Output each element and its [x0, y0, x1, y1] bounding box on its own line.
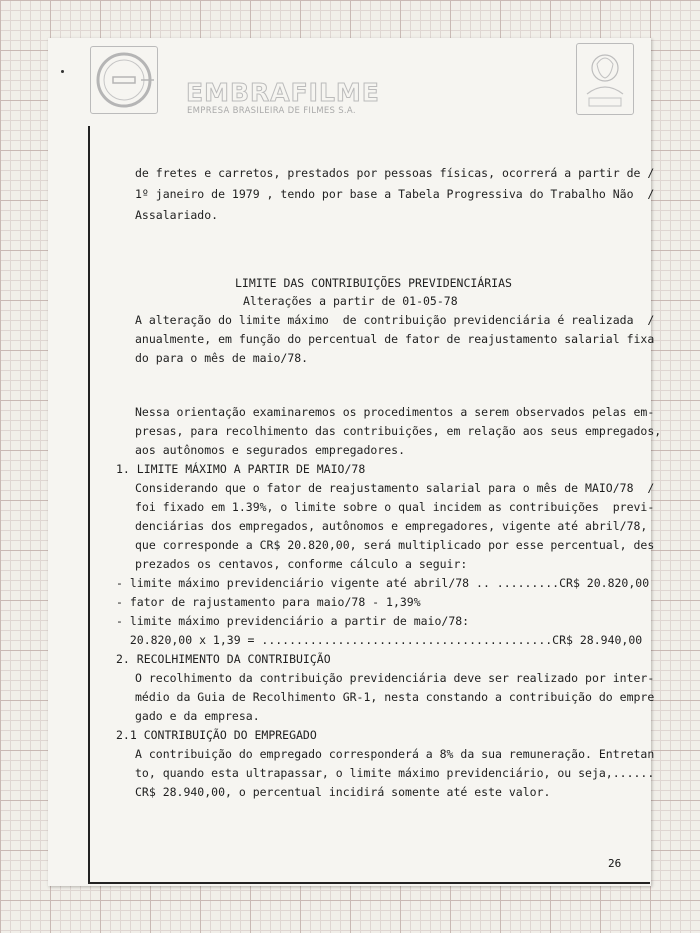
calc-line: 20.820,00 x 1,39 = ..........................................CR$ 28.940,00	[116, 633, 643, 647]
item-line: to, quando esta ultrapassar, o limite máximo previdenciário, ou seja,......	[135, 766, 655, 780]
calc-line: - limite máximo previdenciário vigente até abril/78 .. .........CR$ 20.820,00	[116, 576, 650, 590]
calc-line: - limite máximo previdenciário a partir de maio/78:	[116, 614, 470, 628]
calc-line: - fator de rajustamento para maio/78 - 1,39%	[116, 595, 421, 609]
item-line: Considerando que o fator de reajustamento salarial para o mês de MAIO/78 /	[135, 481, 655, 495]
item-line: médio da Guia de Recolhimento GR-1, nesta constando a contribuição do empre	[135, 690, 655, 704]
item-heading: 2.1 CONTRIBUIÇÃO DO EMPREGADO	[116, 728, 317, 742]
paragraph-line: aos autônomos e segurados empregadores.	[135, 443, 406, 457]
intro-line: Assalariado.	[135, 208, 219, 222]
item-line: foi fixado em 1.39%, o limite sobre o qual incidem as contribuições previ-	[135, 500, 655, 514]
page-number: 26	[608, 857, 622, 870]
paragraph-line: A alteração do limite máximo de contribuição previdenciária é realizada /	[135, 313, 655, 327]
paragraph-line: do para o mês de maio/78.	[135, 351, 309, 365]
brand-subtitle: EMPRESA BRASILEIRA DE FILMES S.A.	[187, 106, 356, 116]
item-line: O recolhimento da contribuição previdenciária deve ser realizado por inter-	[135, 671, 655, 685]
item-line: denciárias dos empregados, autônomos e empregadores, vigente até abril/78,	[135, 519, 648, 533]
item-heading: 2. RECOLHIMENTO DA CONTRIBUIÇÃO	[116, 652, 331, 666]
item-heading: 1. LIMITE MÁXIMO A PARTIR DE MAIO/78	[116, 462, 366, 476]
item-line: gado e da empresa.	[135, 709, 260, 723]
paragraph-line: presas, para recolhimento das contribuições, em relação aos seus empregados,	[135, 424, 662, 438]
item-line: que corresponde a CR$ 20.820,00, será multiplicado por esse percentual, des	[135, 538, 655, 552]
intro-line: de fretes e carretos, prestados por pessoas físicas, ocorrerá a partir de /	[135, 166, 655, 180]
paragraph-line: Nessa orientação examinaremos os procedimentos a serem observados pelas em-	[135, 405, 655, 419]
item-line: A contribuição do empregado corresponderá a 8% da sua remuneração. Entretan	[135, 747, 655, 761]
document-page	[48, 38, 662, 886]
brand-name: EMBRAFILME	[186, 78, 380, 107]
paragraph-line: anualmente, em função do percentual de fator de reajustamento salarial fixa	[135, 332, 655, 346]
item-line: prezados os centavos, conforme cálculo a seguir:	[135, 557, 468, 571]
section-title: LIMITE DAS CONTRIBUIÇÕES PREVIDENCIÁRIAS	[235, 276, 512, 290]
section-subtitle: Alterações a partir de 01-05-78	[243, 294, 458, 308]
item-line: CR$ 28.940,00, o percentual incidirá somente até este valor.	[135, 785, 551, 799]
intro-line: 1º janeiro de 1979 , tendo por base a Tabela Progressiva do Trabalho Não /	[135, 187, 655, 201]
